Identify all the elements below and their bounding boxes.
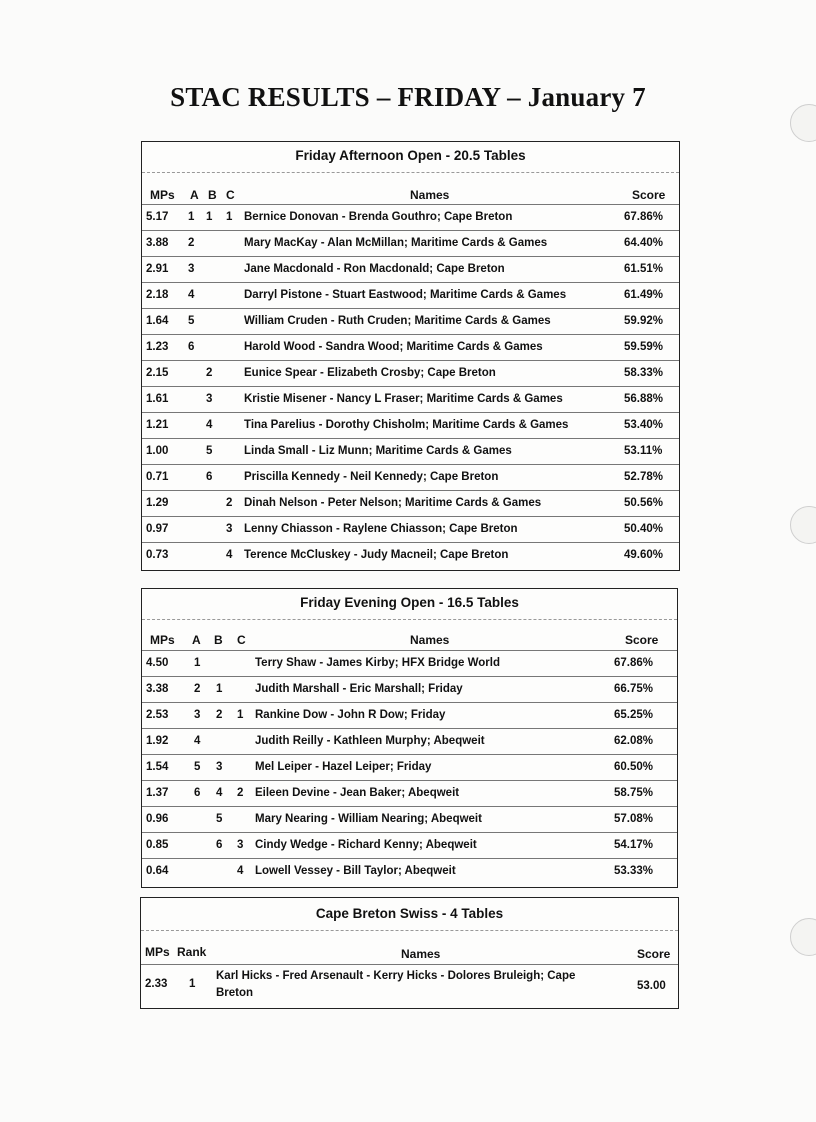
cell-score: 61.51% bbox=[624, 263, 664, 275]
cell-mps: 0.96 bbox=[146, 813, 169, 825]
cell-mps: 2.53 bbox=[146, 709, 169, 721]
cell-score: 53.11% bbox=[624, 445, 663, 457]
cell-names: Judith Marshall - Eric Marshall; Friday bbox=[255, 683, 463, 695]
row-divider bbox=[142, 308, 679, 309]
cell-score: 66.75% bbox=[614, 683, 654, 695]
row-divider bbox=[142, 516, 679, 517]
cell-mps: 1.54 bbox=[146, 761, 169, 773]
cell-names: Terence McCluskey - Judy Macneil; Cape Breton bbox=[244, 549, 509, 561]
row-divider bbox=[142, 754, 677, 755]
title-divider bbox=[142, 172, 679, 173]
cell-b: 1 bbox=[206, 211, 213, 223]
cell-mps: 0.64 bbox=[146, 865, 169, 877]
row-divider bbox=[141, 964, 678, 965]
col-header-names: Names bbox=[401, 947, 441, 961]
cell-score: 53.40% bbox=[624, 419, 664, 431]
cell-b: 4 bbox=[216, 787, 223, 799]
cell-a: 2 bbox=[194, 683, 201, 695]
row-divider bbox=[142, 282, 679, 283]
cell-names: Mel Leiper - Hazel Leiper; Friday bbox=[255, 761, 432, 773]
cell-mps: 3.88 bbox=[146, 237, 169, 249]
cell-mps: 2.18 bbox=[146, 289, 169, 301]
cell-mps: 1.21 bbox=[146, 419, 169, 431]
cell-score: 59.92% bbox=[624, 315, 664, 327]
cell-mps: 1.64 bbox=[146, 315, 169, 327]
row-divider bbox=[142, 650, 677, 651]
cell-names: Jane Macdonald - Ron Macdonald; Cape Breton bbox=[244, 263, 505, 275]
cell-score: 50.40% bbox=[624, 523, 664, 535]
cell-mps: 5.17 bbox=[146, 211, 169, 223]
row-divider bbox=[142, 360, 679, 361]
cell-c: 3 bbox=[226, 523, 233, 535]
cell-names: Darryl Pistone - Stuart Eastwood; Maritime Cards & Games bbox=[244, 289, 567, 301]
cell-b: 4 bbox=[206, 419, 213, 431]
row-divider bbox=[142, 676, 677, 677]
col-header-score: Score bbox=[625, 633, 659, 647]
cell-mps: 2.15 bbox=[146, 367, 169, 379]
cell-b: 6 bbox=[206, 471, 213, 483]
cell-names: Lowell Vessey - Bill Taylor; Abeqweit bbox=[255, 865, 456, 877]
cell-names: Breton bbox=[216, 987, 254, 999]
cell-names: Harold Wood - Sandra Wood; Maritime Cards & Games bbox=[244, 341, 543, 353]
cell-mps: 3.38 bbox=[146, 683, 169, 695]
row-divider bbox=[142, 542, 679, 543]
cell-b: 3 bbox=[216, 761, 223, 773]
row-divider bbox=[142, 780, 677, 781]
cell-score: 53.00 bbox=[637, 980, 666, 992]
col-header-names: Names bbox=[410, 188, 450, 202]
col-header-names: Names bbox=[410, 633, 450, 647]
cell-b: 6 bbox=[216, 839, 223, 851]
cell-a: 5 bbox=[188, 315, 195, 327]
cell-b: 2 bbox=[216, 709, 223, 721]
page-title: STAC RESULTS – FRIDAY – January 7 bbox=[170, 82, 646, 112]
row-divider bbox=[142, 728, 677, 729]
binder-hole bbox=[790, 918, 816, 956]
row-divider bbox=[142, 334, 679, 335]
cell-mps: 0.97 bbox=[146, 523, 169, 535]
cell-c: 2 bbox=[226, 497, 233, 509]
cell-names: Terry Shaw - James Kirby; HFX Bridge World bbox=[255, 657, 500, 669]
cell-score: 56.88% bbox=[624, 393, 664, 405]
title-divider bbox=[142, 619, 677, 620]
cell-names: Lenny Chiasson - Raylene Chiasson; Cape Breton bbox=[244, 523, 518, 535]
cell-mps: 4.50 bbox=[146, 657, 169, 669]
cell-names: Linda Small - Liz Munn; Maritime Cards & Games bbox=[244, 445, 512, 457]
col-header-mps: MPs bbox=[145, 945, 170, 959]
cell-b: 3 bbox=[206, 393, 213, 405]
row-divider bbox=[142, 464, 679, 465]
col-header-score: Score bbox=[637, 947, 671, 961]
cell-score: 59.59% bbox=[624, 341, 664, 353]
row-divider bbox=[142, 806, 677, 807]
cell-a: 3 bbox=[188, 263, 195, 275]
cell-score: 67.86% bbox=[614, 657, 654, 669]
cell-score: 65.25% bbox=[614, 709, 654, 721]
col-header-c: C bbox=[226, 188, 235, 202]
row-divider bbox=[142, 230, 679, 231]
row-divider bbox=[142, 256, 679, 257]
cell-mps: 2.91 bbox=[146, 263, 169, 275]
cell-names: Rankine Dow - John R Dow; Friday bbox=[255, 709, 446, 721]
cell-c: 2 bbox=[237, 787, 244, 799]
cell-score: 61.49% bbox=[624, 289, 664, 301]
cell-mps: 1.29 bbox=[146, 497, 169, 509]
row-divider bbox=[142, 438, 679, 439]
cell-score: 52.78% bbox=[624, 471, 664, 483]
cell-b: 2 bbox=[206, 367, 213, 379]
cell-names: Dinah Nelson - Peter Nelson; Maritime Cards & Games bbox=[244, 497, 542, 509]
col-header-b: B bbox=[208, 188, 217, 202]
row-divider bbox=[142, 832, 677, 833]
cell-names: Judith Reilly - Kathleen Murphy; Abeqweit bbox=[255, 735, 485, 747]
row-divider bbox=[142, 204, 679, 205]
cell-c: 4 bbox=[226, 549, 233, 561]
cell-names: Eileen Devine - Jean Baker; Abeqweit bbox=[255, 787, 460, 799]
cell-a: 3 bbox=[194, 709, 201, 721]
swiss-results-table bbox=[140, 897, 679, 1009]
col-header-c: C bbox=[237, 633, 246, 647]
section-title: Cape Breton Swiss - 4 Tables bbox=[315, 906, 504, 921]
cell-score: 60.50% bbox=[614, 761, 654, 773]
col-header-score: Score bbox=[632, 188, 666, 202]
cell-a: 6 bbox=[194, 787, 201, 799]
cell-mps: 0.73 bbox=[146, 549, 169, 561]
cell-b: 5 bbox=[216, 813, 223, 825]
cell-b: 5 bbox=[206, 445, 213, 457]
cell-a: 1 bbox=[194, 657, 201, 669]
cell-b: 1 bbox=[216, 683, 223, 695]
cell-c: 1 bbox=[237, 709, 244, 721]
cell-a: 4 bbox=[188, 289, 195, 301]
cell-a: 2 bbox=[188, 237, 195, 249]
cell-mps: 2.33 bbox=[145, 978, 168, 990]
title-divider bbox=[141, 930, 678, 931]
section-title: Friday Evening Open - 16.5 Tables bbox=[300, 595, 519, 610]
cell-score: 49.60% bbox=[624, 549, 664, 561]
afternoon-results-table bbox=[141, 141, 680, 571]
cell-score: 58.33% bbox=[624, 367, 664, 379]
cell-score: 53.33% bbox=[614, 865, 654, 877]
col-header-a: A bbox=[192, 633, 201, 647]
cell-names: Kristie Misener - Nancy L Fraser; Maritime Cards & Games bbox=[244, 393, 563, 405]
cell-names: Tina Parelius - Dorothy Chisholm; Maritime Cards & Games bbox=[244, 419, 569, 431]
cell-mps: 1.23 bbox=[146, 341, 169, 353]
cell-score: 62.08% bbox=[614, 735, 654, 747]
cell-c: 4 bbox=[237, 865, 244, 877]
row-divider bbox=[142, 490, 679, 491]
cell-score: 50.56% bbox=[624, 497, 664, 509]
cell-c: 3 bbox=[237, 839, 244, 851]
binder-hole bbox=[790, 506, 816, 544]
cell-score: 54.17% bbox=[614, 839, 654, 851]
cell-names: Priscilla Kennedy - Neil Kennedy; Cape Breton bbox=[244, 471, 499, 483]
cell-names: Karl Hicks - Fred Arsenault - Kerry Hicks - Dolores Bruleigh; Cape bbox=[216, 970, 576, 982]
cell-mps: 1.61 bbox=[146, 393, 169, 405]
row-divider bbox=[142, 702, 677, 703]
cell-mps: 1.00 bbox=[146, 445, 169, 457]
cell-rank: 1 bbox=[189, 978, 196, 990]
cell-mps: 1.92 bbox=[146, 735, 169, 747]
cell-score: 67.86% bbox=[624, 211, 664, 223]
row-divider bbox=[142, 858, 677, 859]
cell-score: 58.75% bbox=[614, 787, 654, 799]
cell-a: 6 bbox=[188, 341, 195, 353]
cell-score: 64.40% bbox=[624, 237, 664, 249]
cell-mps: 0.71 bbox=[146, 471, 169, 483]
cell-mps: 0.85 bbox=[146, 839, 169, 851]
cell-a: 5 bbox=[194, 761, 201, 773]
cell-names: Eunice Spear - Elizabeth Crosby; Cape Breton bbox=[244, 367, 496, 379]
evening-results-table bbox=[141, 588, 678, 888]
cell-a: 4 bbox=[194, 735, 201, 747]
cell-names: Bernice Donovan - Brenda Gouthro; Cape Breton bbox=[244, 211, 513, 223]
cell-c: 1 bbox=[226, 211, 233, 223]
cell-mps: 1.37 bbox=[146, 787, 169, 799]
section-title: Friday Afternoon Open - 20.5 Tables bbox=[295, 148, 526, 163]
cell-names: Mary Nearing - William Nearing; Abeqweit bbox=[255, 813, 482, 825]
col-header-rank: Rank bbox=[177, 945, 207, 959]
cell-a: 1 bbox=[188, 211, 195, 223]
col-header-mps: MPs bbox=[150, 188, 175, 202]
col-header-a: A bbox=[190, 188, 199, 202]
cell-names: Mary MacKay - Alan McMillan; Maritime Cards & Games bbox=[244, 237, 548, 249]
cell-names: William Cruden - Ruth Cruden; Maritime Cards & Games bbox=[244, 315, 551, 327]
cell-names: Cindy Wedge - Richard Kenny; Abeqweit bbox=[255, 839, 477, 851]
row-divider bbox=[142, 386, 679, 387]
binder-hole bbox=[790, 104, 816, 142]
row-divider bbox=[142, 412, 679, 413]
col-header-mps: MPs bbox=[150, 633, 175, 647]
col-header-b: B bbox=[214, 633, 223, 647]
cell-score: 57.08% bbox=[614, 813, 654, 825]
